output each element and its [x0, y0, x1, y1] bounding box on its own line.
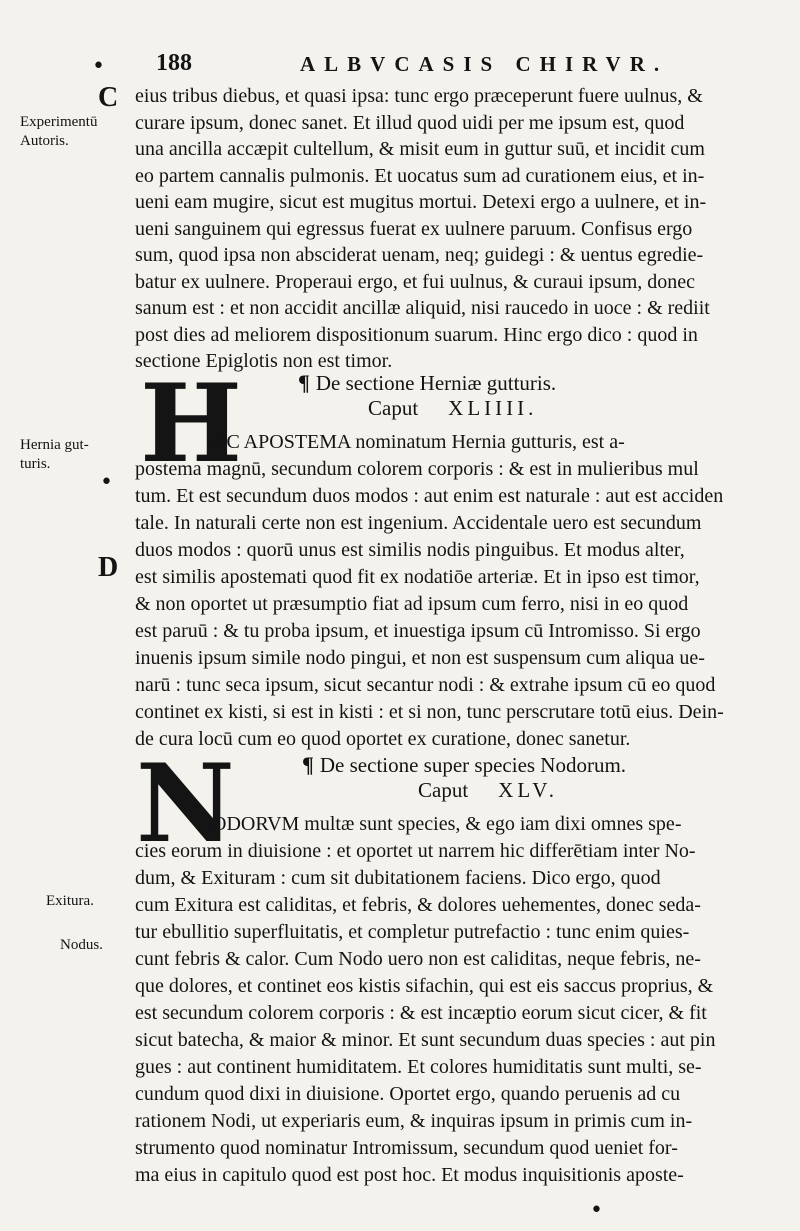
- text-line: de cura locū cum eo quod oportet ex curatione, donec sanetur.: [135, 728, 631, 750]
- text-line: est similis apostemati quod fit ex nodatiōe arteriæ. Et in ipso est timor,: [135, 566, 700, 588]
- margin-dot: •: [590, 1198, 603, 1223]
- text-line: est paruū : & tu proba ipsum, et inuestiga ipsum cū Intromisso. Si ergo: [135, 620, 701, 642]
- text-line: narū : tunc seca ipsum, sicut secantur nodi : & extrahe ipsum cū eo quod: [135, 674, 716, 696]
- text-line: ueni eam mugire, sicut est mugitus mortui. Detexi ergo a uulnere, et in-: [135, 191, 707, 213]
- pilcrow-icon: ¶: [298, 370, 310, 395]
- text-line: postema magnū, secundum colorem corporis : & est in mulieribus mul: [135, 458, 699, 480]
- text-line: post dies ad meliorem dispositionum suarum. Hinc ergo dico : quod in: [135, 323, 698, 346]
- text-line: curare ipsum, donec sanet. Et illud quod uidi per me ipsum est, quod: [135, 111, 685, 134]
- margin-note-experimentum-2: Autoris.: [20, 133, 69, 149]
- caput-label: Caput: [368, 396, 419, 420]
- text-line: batur ex uulnere. Properaui ergo, et fui uulnus, & curaui ipsum, donec: [135, 270, 696, 293]
- section-3-heading: [302, 752, 626, 778]
- text-line: sanum est : et non accidit ancillæ aliquid, nisi raucedo in uoce : & rediit: [135, 297, 710, 319]
- section-3-heading-text: De sectione super species Nodorum.: [319, 753, 627, 777]
- text-line: OC APOSTEMA nominatum Hernia gutturis, est a-: [212, 431, 625, 453]
- margin-note-experimentum-1: Experimentū: [20, 114, 98, 130]
- text-line: gues : aut continent humiditatem. Et colores humiditatis sunt multi, se-: [135, 1056, 702, 1078]
- text-line: cunt febris & calor. Cum Nodo uero non est caliditas, neque febris, ne-: [135, 948, 701, 970]
- text-line: rationem Nodi, ut experiaris eum, & inquiras ipsum in primis cum in-: [135, 1110, 693, 1132]
- text-line: duos modos : quorū unus est similis nodis pinguibus. Et modus alter,: [135, 539, 685, 561]
- text-line: eius tribus diebus, et quasi ipsa: tunc ergo præceperunt fuere uulnus, &: [135, 85, 703, 107]
- drop-cap-n: N: [136, 741, 235, 867]
- caput-label: Caput: [418, 778, 469, 802]
- text-line: cies eorum in diuisione : et oportet ut narrem hic differētiam inter No-: [135, 840, 696, 862]
- text-line: continet ex kisti, si est in kisti : et si non, tunc perscrutare totū eius. Dein-: [135, 701, 724, 723]
- text-line: est secundum colorem corporis : & est incæptio eorum sicut cicer, & fit: [135, 1002, 707, 1024]
- margin-letter-c: C: [98, 82, 119, 113]
- text-line: sum, quod ipsa non absciderat uenam, neq; guidegi : & uentus egredie-: [135, 244, 704, 266]
- margin-note-exitura: Exitura.: [46, 893, 94, 909]
- text-line: cum Exitura est caliditas, et febris, & dolores uehementes, donec seda-: [135, 894, 701, 916]
- page-header: [150, 50, 790, 80]
- text-line: tum. Et est secundum duos modos : aut enim est naturale : aut est acciden: [135, 485, 724, 507]
- text-line: sicut batecha, & maior & minor. Et sunt secundum duas species : aut pin: [135, 1029, 716, 1051]
- margin-dot: •: [100, 470, 113, 495]
- text-line: inuenis ipsum simile nodo pingui, et non est suspensum cum aliqua ue-: [135, 647, 705, 669]
- text-line: tale. In naturali certe non est ingenium. Accidentale uero est secundum: [135, 512, 702, 534]
- running-head: ALBVCASIS CHIRVR.: [300, 52, 669, 76]
- text-line: que dolores, et continet eos kistis sifachin, qui est eis saccus proprius, &: [135, 975, 714, 997]
- page-number: 188: [156, 50, 192, 76]
- text-line: tur ebullitio superfluitatis, et completur putrefactio : tunc enim quies-: [135, 921, 690, 943]
- margin-note-hernia-1: Hernia gut-: [20, 437, 89, 453]
- text-line: ma eius in capitulo quod est post hoc. Et modus inquisitionis aposte-: [135, 1164, 684, 1186]
- text-line: strumento quod nominatur Intromissum, secundum quod ueniet for-: [135, 1137, 678, 1159]
- section-2-heading: [298, 370, 556, 396]
- section-2-caput: [368, 396, 537, 421]
- text-line: eo partem cannalis pulmonis. Et uocatus sum ad curationem eius, et in-: [135, 164, 705, 187]
- margin-letter-d: D: [98, 552, 119, 583]
- text-line: sectione Epiglotis non est timor.: [135, 350, 393, 372]
- caput-number: XLV.: [498, 778, 558, 802]
- pilcrow-icon: ¶: [302, 752, 314, 777]
- text-line: una ancilla accæpit cultellum, & misit eum in guttur suū, et incidit cum: [135, 138, 705, 160]
- text-line: ODORVM multæ sunt species, & ego iam dixi omnes spe-: [212, 813, 682, 835]
- margin-note-hernia-2: turis.: [20, 456, 51, 472]
- section-2-heading-text: De sectione Herniæ gutturis.: [315, 371, 557, 395]
- section-3-caput: [418, 778, 558, 803]
- caput-number: XLIIII.: [448, 396, 538, 420]
- text-line: ueni sanguinem qui egressus fuerat ex uulnere paruum. Confisus ergo: [135, 217, 693, 240]
- text-line: cundum quod dixi in diuisione. Oportet ergo, quando peruenis ad cu: [135, 1083, 681, 1105]
- text-line: dum, & Exituram : cum sit dubitationem faciens. Dico ergo, quod: [135, 867, 661, 889]
- margin-note-nodus: Nodus.: [60, 937, 103, 953]
- drop-cap-h: H: [140, 361, 243, 487]
- margin-dot: •: [92, 54, 105, 79]
- text-line: & non oportet ut præsumptio fiat ad ipsum cum ferro, nisi in eo quod: [135, 593, 689, 615]
